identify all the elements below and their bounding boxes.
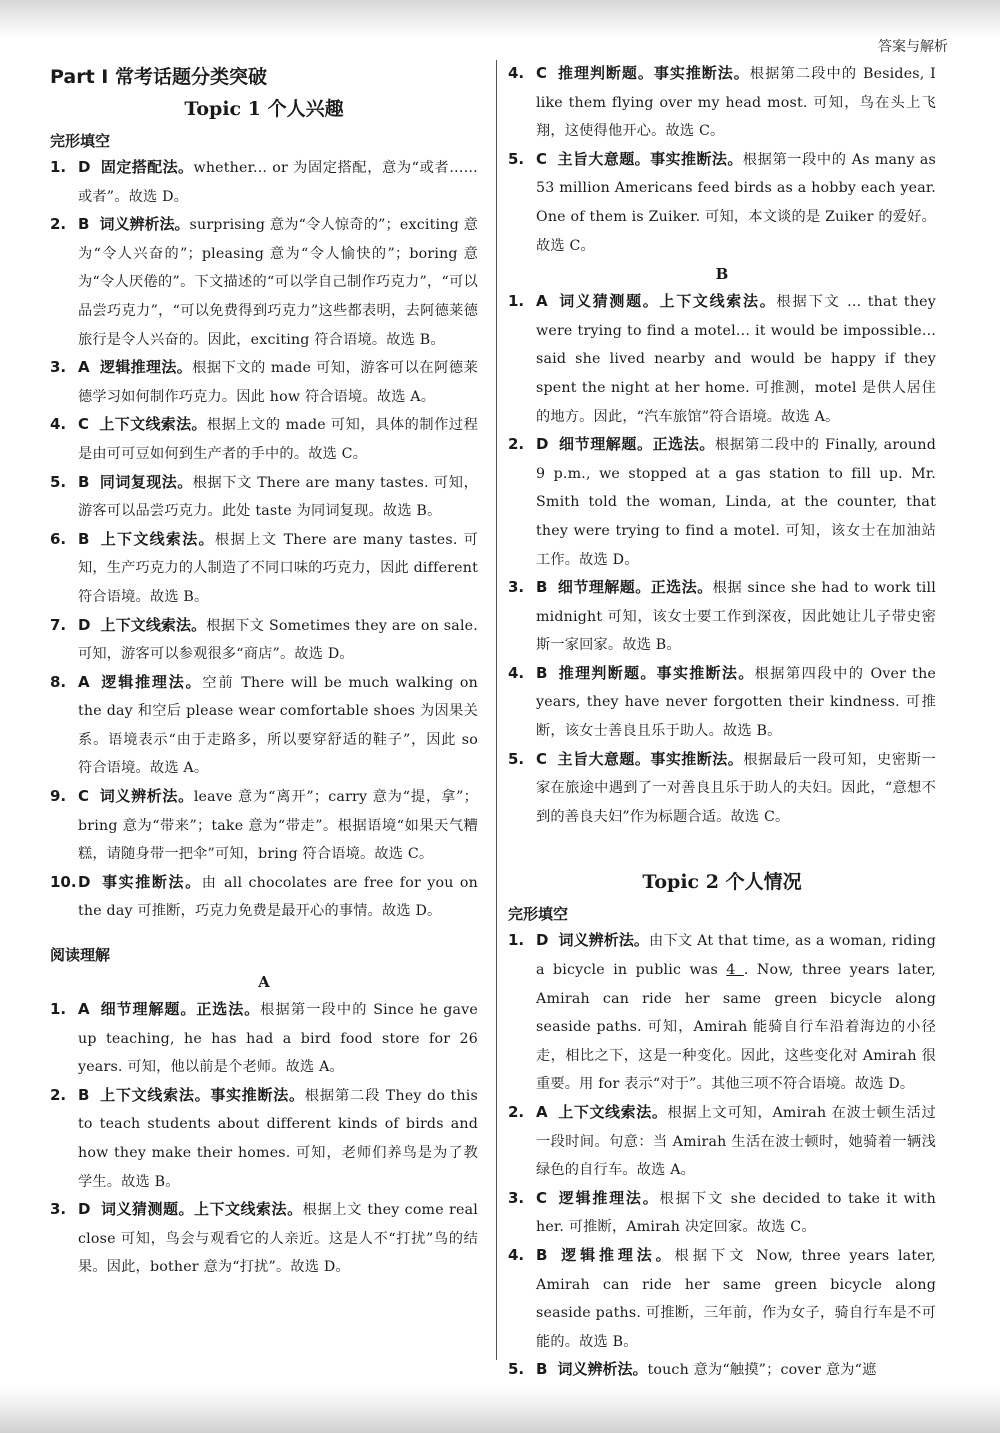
section-cloze-2: 完形填空 bbox=[508, 905, 569, 924]
explanation-text: 由下文 At that time, as a woman, riding a bicycle in public was bbox=[536, 933, 936, 979]
section-cloze: 完形填空 bbox=[50, 132, 111, 150]
answer-item bbox=[508, 574, 936, 660]
answer-item bbox=[50, 154, 478, 211]
answer-letter: D bbox=[78, 872, 91, 891]
answer-item bbox=[508, 288, 936, 431]
left-column bbox=[50, 62, 478, 1282]
answer-item bbox=[508, 1185, 936, 1242]
item-number: 4. bbox=[50, 415, 67, 434]
item-number: 6. bbox=[50, 529, 67, 548]
answer-letter: A bbox=[536, 292, 548, 311]
right-column bbox=[508, 60, 936, 1385]
explanation-text: 根据下文的 made 可知，游客可以在阿德莱德学习如何制作巧克力。因此 how 符合语境。故选 A。 bbox=[78, 360, 478, 405]
item-number: 2. bbox=[50, 1085, 67, 1104]
explanation-text: 根据上文 There are many tastes. 可知，生产巧克力的人制造了不同口味的巧克力，因此 different 符合语境。故选 B。 bbox=[78, 531, 478, 605]
running-header: 答案与解析 bbox=[878, 39, 948, 55]
item-number: 5. bbox=[508, 1360, 525, 1379]
part-title: Part I 常考话题分类突破 bbox=[50, 66, 267, 88]
reading-a-answers-cont bbox=[508, 60, 936, 260]
explanation-text: 空前 There will be much walking on the day 和空后 please wear comfortable shoes 为因果关系。语境表示“由于走路多，所以要穿舒适的鞋子”，因此 so 符合语境。故选 A。 bbox=[78, 674, 478, 777]
topic-2-title: Topic 2 个人情况 bbox=[642, 871, 802, 894]
solution-method: 词义辨析法。 bbox=[99, 215, 190, 234]
explanation-text: whether... or 为固定搭配，意为“或者……或者”。故选 D。 bbox=[78, 160, 478, 205]
explanation-text: 根据下文 Sometimes they are on sale. 可知，游客可以参观很多“商店”。故选 D。 bbox=[78, 617, 478, 663]
item-number: 2. bbox=[508, 1103, 525, 1121]
solution-method: 词义猜测题。上下文线索法。 bbox=[557, 292, 777, 311]
item-number: 1. bbox=[50, 1000, 67, 1019]
explanation-text: 根据第二段中的 Finally, around 9 p.m., we stopped at a gas station to fill up. Mr. Smith told the woman, Linda, at the counter, that they were trying to find a motel. 可知，该女士在加油站工作。故选 D。 bbox=[536, 437, 936, 568]
solution-method: 词义猜测题。上下文线索法。 bbox=[100, 1200, 303, 1219]
section-reading: 阅读理解 bbox=[50, 946, 111, 965]
answer-item bbox=[508, 1356, 936, 1385]
explanation-text: 根据第二段 They do this to teach students about different kinds of birds and how they make their homes. 可知，老师们养鸟是为了教学生。故选 B。 bbox=[78, 1087, 478, 1190]
answer-item bbox=[508, 746, 936, 832]
answer-letter: C bbox=[78, 787, 90, 806]
explanation-text: . Now, three years later, Amirah can ride her same green bicycle along seaside paths. 可知，Amirah 能骑自行车沿着海边的小径走，相比之下，这是一种变化。因此，这些变化对 Amirah 很重要。用 for 表示“对于”。其他三项不符合语境。故选 D。 bbox=[536, 962, 936, 1093]
solution-method: 细节理解题。正选法。 bbox=[558, 435, 715, 454]
explanation-text: 根据上文 they come real close 可知，鸟会与观看它的人亲近。这是人不“打扰”鸟的结果。因此，bother 意为“打扰”。故选 D。 bbox=[78, 1202, 478, 1276]
answer-letter: A bbox=[78, 358, 90, 377]
answer-item bbox=[508, 927, 936, 1099]
answer-letter: D bbox=[536, 931, 549, 950]
answer-letter: D bbox=[78, 1200, 91, 1219]
answer-item bbox=[50, 1196, 478, 1282]
item-number: 5. bbox=[50, 472, 67, 491]
explanation-text: 根据上文的 made 可知，具体的制作过程是由可可豆如何到生产者的手中的。故选 C。 bbox=[78, 417, 478, 462]
item-number: 3. bbox=[508, 1188, 525, 1207]
solution-method: 词义辨析法。 bbox=[558, 931, 649, 950]
item-number: 9. bbox=[50, 787, 67, 806]
answer-letter: B bbox=[536, 663, 548, 682]
answer-letter: C bbox=[536, 749, 548, 768]
answer-letter: B bbox=[536, 1245, 548, 1264]
solution-method: 事实推断法。 bbox=[100, 872, 202, 891]
answer-letter: C bbox=[536, 149, 548, 168]
answer-letter: C bbox=[536, 64, 548, 82]
reading-a-answers-list bbox=[50, 996, 478, 1282]
answer-item bbox=[50, 354, 478, 411]
top-scan-band bbox=[0, 0, 1000, 38]
answer-letter: D bbox=[536, 435, 549, 454]
solution-method: 同词复现法。 bbox=[99, 472, 193, 491]
solution-method: 逻辑推理法。 bbox=[99, 672, 203, 691]
answer-letter: C bbox=[78, 415, 90, 434]
explanation-text: 根据第一段中的 As many as 53 million Americans feed birds as a hobby each year. One of them is Zuiker. 可知，本文谈的是 Zuiker 的爱好。故选 C。 bbox=[536, 151, 936, 254]
solution-method: 上下文线索法。事实推断法。 bbox=[99, 1085, 305, 1104]
solution-method: 逻辑推理法。 bbox=[557, 1188, 660, 1207]
explanation-text: 根据最后一段可知，史密斯一家在旅途中遇到了一对善良且乐于助人的夫妇。因此，“意想不到的善良夫妇”作为标题合适。故选 C。 bbox=[536, 751, 936, 825]
explanation-text: 根据 since she had to work till midnight 可知，该女士要工作到深夜，因此她让儿子带史密斯一家回家。故选 B。 bbox=[536, 580, 936, 654]
answer-letter: B bbox=[536, 578, 548, 597]
explanation-text: surprising 意为“令人惊奇的”；exciting 意为“令人兴奋的”；pleasing 意为“令人愉快的”；boring 意为“令人厌倦的”。下文描述的“可以学自己制作巧克力”，“可以品尝巧克力”，“可以免费得到巧克力”这些都表明，去阿德莱德旅行是令人兴奋的。因此，exciting 符合语境。故选 B。 bbox=[78, 217, 478, 348]
answer-item bbox=[508, 431, 936, 574]
answer-letter: B bbox=[78, 472, 90, 491]
solution-method: 主旨大意题。事实推断法。 bbox=[557, 749, 744, 768]
answer-item bbox=[50, 469, 478, 526]
explanation-text: 根据第四段中的 Over the years, they have never forgotten their kindness. 可推断，该女士善良且乐于助人。故选 B。 bbox=[536, 665, 936, 740]
solution-method: 逻辑推理法。 bbox=[99, 358, 193, 377]
solution-method: 词义辨析法。 bbox=[557, 1360, 648, 1379]
reading-a-heading: A bbox=[258, 973, 270, 992]
explanation-text: 根据第二段中的 Besides, I like them flying over my head most. 可知，鸟在头上飞翔，这使得他开心。故选 C。 bbox=[536, 66, 936, 140]
answer-letter: A bbox=[78, 672, 90, 691]
explanation-text: 由 all chocolates are free for you on the day 可推断，巧克力免费是最开心的事情。故选 D。 bbox=[78, 874, 478, 920]
explanation-text: 根据下文 ... that they were trying to find a motel... it would be impossible... said she lived nearby and would be happy if they spent the night at her home. 可推测，motel 是供人居住的地方。因此，“汽车旅馆”符合语境。故选 A。 bbox=[536, 294, 936, 425]
answer-letter: B bbox=[78, 1085, 90, 1104]
answer-item bbox=[50, 869, 478, 926]
topic-1-title: Topic 1 个人兴趣 bbox=[184, 98, 344, 120]
item-number: 1. bbox=[508, 292, 525, 311]
item-number: 3. bbox=[50, 358, 67, 377]
answer-item bbox=[50, 612, 478, 669]
bottom-scan-band bbox=[0, 1385, 1000, 1433]
answer-item bbox=[50, 669, 478, 783]
item-number: 2. bbox=[50, 215, 67, 234]
solution-method: 推理判断题。事实推断法。 bbox=[557, 663, 755, 682]
answer-item bbox=[50, 783, 478, 869]
answer-letter: C bbox=[536, 1188, 548, 1207]
answer-item bbox=[508, 1099, 936, 1185]
answer-item bbox=[508, 1242, 936, 1356]
item-number: 8. bbox=[50, 672, 67, 691]
reading-b-heading: B bbox=[715, 265, 729, 284]
item-number: 5. bbox=[508, 149, 525, 168]
item-number: 3. bbox=[508, 578, 525, 597]
solution-method: 上下文线索法。 bbox=[100, 615, 207, 634]
item-number: 1. bbox=[50, 158, 67, 176]
answer-letter: D bbox=[78, 158, 91, 176]
solution-method: 上下文线索法。 bbox=[99, 529, 215, 548]
answer-letter: A bbox=[536, 1103, 548, 1121]
answer-item bbox=[508, 60, 936, 146]
item-number: 4. bbox=[508, 1245, 525, 1264]
explanation-text: touch 意为“触摸”；cover 意为“遮 bbox=[647, 1362, 877, 1379]
answer-item bbox=[50, 411, 478, 468]
explanation-text: 根据上文可知，Amirah 在波士顿生活过一段时间。句意：当 Amirah 生活在波士顿时，她骑着一辆浅绿色的自行车。故选 A。 bbox=[536, 1105, 936, 1179]
answer-letter: B bbox=[78, 215, 90, 234]
answer-item bbox=[50, 211, 478, 354]
solution-method: 上下文线索法。 bbox=[557, 1103, 668, 1121]
solution-method: 上下文线索法。 bbox=[99, 415, 207, 434]
answer-item bbox=[50, 996, 478, 1082]
answer-item bbox=[50, 526, 478, 612]
explanation-text: leave 意为“离开”；carry 意为“提，拿”；bring 意为“带来”；take 意为“带走”。根据语境“如果天气糟糕，请随身带一把伞”可知，bring 符合语境。故选 C。 bbox=[78, 789, 478, 863]
answer-letter: B bbox=[536, 1360, 548, 1379]
solution-method: 固定搭配法。 bbox=[100, 158, 194, 176]
answer-item bbox=[50, 1082, 478, 1196]
item-number: 2. bbox=[508, 435, 525, 454]
cloze-answers-list bbox=[50, 154, 478, 926]
item-number: 1. bbox=[508, 931, 525, 950]
solution-method: 推理判断题。事实推断法。 bbox=[557, 64, 750, 82]
answer-item bbox=[508, 660, 936, 746]
item-number: 10. bbox=[50, 872, 77, 891]
solution-method: 主旨大意题。事实推断法。 bbox=[557, 149, 743, 168]
item-number: 3. bbox=[50, 1200, 67, 1219]
solution-method: 逻辑推理法。 bbox=[557, 1245, 675, 1264]
explanation-text: 根据下文 There are many tastes. 可知，游客可以品尝巧克力。此处 taste 为同词复现。故选 B。 bbox=[78, 474, 478, 520]
item-number: 5. bbox=[508, 749, 525, 768]
blank-marker: 4 bbox=[726, 962, 744, 979]
solution-method: 细节理解题。正选法。 bbox=[557, 578, 713, 597]
item-number: 7. bbox=[50, 615, 67, 634]
column-divider bbox=[496, 60, 497, 1360]
reading-b-answers-list bbox=[508, 288, 936, 831]
answer-letter: B bbox=[78, 529, 90, 548]
answer-item bbox=[508, 146, 936, 260]
explanation-text: 根据下文 Now, three years later, Amirah can ride her same green bicycle along seaside paths. 可推断，三年前，作为女子，骑自行车是不可能的。故选 B。 bbox=[536, 1247, 936, 1350]
item-number: 4. bbox=[508, 64, 525, 82]
item-number: 4. bbox=[508, 663, 525, 682]
solution-method: 细节理解题。正选法。 bbox=[99, 1000, 261, 1019]
solution-method: 词义辨析法。 bbox=[99, 787, 194, 806]
answer-letter: D bbox=[78, 615, 91, 634]
answer-letter: A bbox=[78, 1000, 90, 1019]
topic2-cloze-answers-list bbox=[508, 927, 936, 1385]
explanation-text: 根据第一段中的 Since he gave up teaching, he has had a bird food store for 26 years. 可知，他以前是个老师。故选 A。 bbox=[78, 1002, 478, 1076]
explanation-text: 根据下文 she decided to take it with her. 可推断，Amirah 决定回家。故选 C。 bbox=[536, 1190, 936, 1236]
